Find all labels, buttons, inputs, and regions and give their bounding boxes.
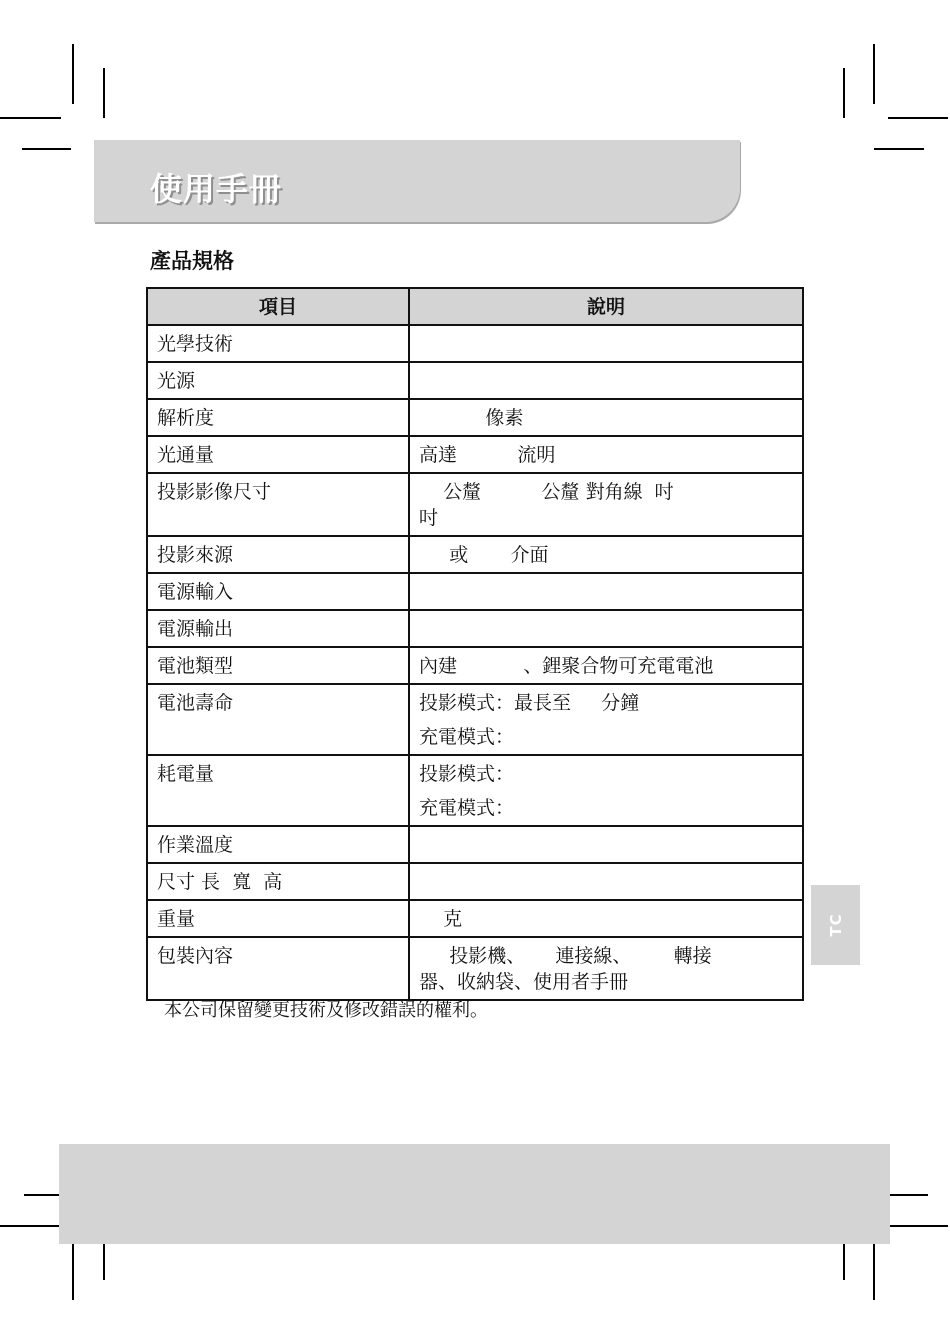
spec-item: 包裝內容 [147,937,409,1000]
description-line: 投影模式： [419,763,515,785]
description-line: 充電模式： [419,797,515,819]
crop-mark [22,148,71,150]
crop-mark [72,44,74,104]
spec-description: 克 [409,900,803,937]
spec-description [409,573,803,610]
crop-mark [873,1240,875,1300]
spec-description [409,610,803,647]
table-row [147,755,803,826]
spec-description [409,325,803,362]
spec-table [146,287,804,1001]
spec-item: 光通量 [147,436,409,473]
spec-description: 內建 、鋰聚合物可充電電池 [409,647,803,684]
table-row [147,937,803,1000]
spec-item: 重量 [147,900,409,937]
spec-description [409,937,803,1000]
description-line: 吋 [419,507,439,529]
spec-description: 高達 流明 [409,436,803,473]
spec-item: 光學技術 [147,325,409,362]
spec-item: 解析度 [147,399,409,436]
description-line: 公釐 公釐 對角線 吋 [419,481,674,503]
table-row [147,536,803,573]
spec-item: 尺寸 長 寬 高 [147,863,409,900]
table-header-row [147,288,803,325]
table-row [147,610,803,647]
crop-mark [72,1240,74,1300]
crop-mark [874,148,924,150]
spec-description [409,826,803,863]
table-row [147,473,803,536]
table-row [147,325,803,362]
page-title: 使用手冊 [150,170,283,208]
spec-description [409,362,803,399]
footnote: 本公司保留變更技術及修改錯誤的權利。 [164,1000,488,1021]
table-row [147,399,803,436]
spec-item: 光源 [147,362,409,399]
language-tab [811,885,860,965]
description-line: 器、收納袋、使用者手冊 [419,971,629,993]
crop-mark [0,117,61,119]
spec-item: 投影影像尺寸 [147,473,409,536]
spec-description [409,863,803,900]
crop-mark [888,117,948,119]
spec-item: 作業溫度 [147,826,409,863]
table-row [147,362,803,399]
spec-item: 耗電量 [147,755,409,826]
column-header-item: 項目 [147,288,409,325]
crop-mark [873,44,875,104]
description-line: 投影機、 連接線、 轉接 [419,945,712,967]
spec-item: 電池壽命 [147,684,409,755]
spec-description [409,755,803,826]
description-line: 投影模式：最長至 分鐘 [419,692,640,714]
header-band [94,140,740,222]
crop-mark [888,1225,948,1227]
footer-band [59,1144,890,1244]
language-tab-label: TC [826,913,845,937]
crop-mark [0,1225,61,1227]
table-row [147,684,803,755]
table-row [147,863,803,900]
spec-item: 電源輸入 [147,573,409,610]
crop-mark [843,68,845,118]
spec-item: 電源輸出 [147,610,409,647]
table-row [147,900,803,937]
spec-description [409,473,803,536]
spec-description [409,684,803,755]
spec-description: 或 介面 [409,536,803,573]
column-header-description: 說明 [409,288,803,325]
spec-description: 像素 [409,399,803,436]
spec-item: 投影來源 [147,536,409,573]
description-line: 充電模式： [419,726,515,748]
table-row [147,573,803,610]
table-row [147,647,803,684]
section-title: 產品規格 [150,249,234,273]
table-row [147,436,803,473]
table-row [147,826,803,863]
spec-item: 電池類型 [147,647,409,684]
crop-mark [103,68,105,118]
